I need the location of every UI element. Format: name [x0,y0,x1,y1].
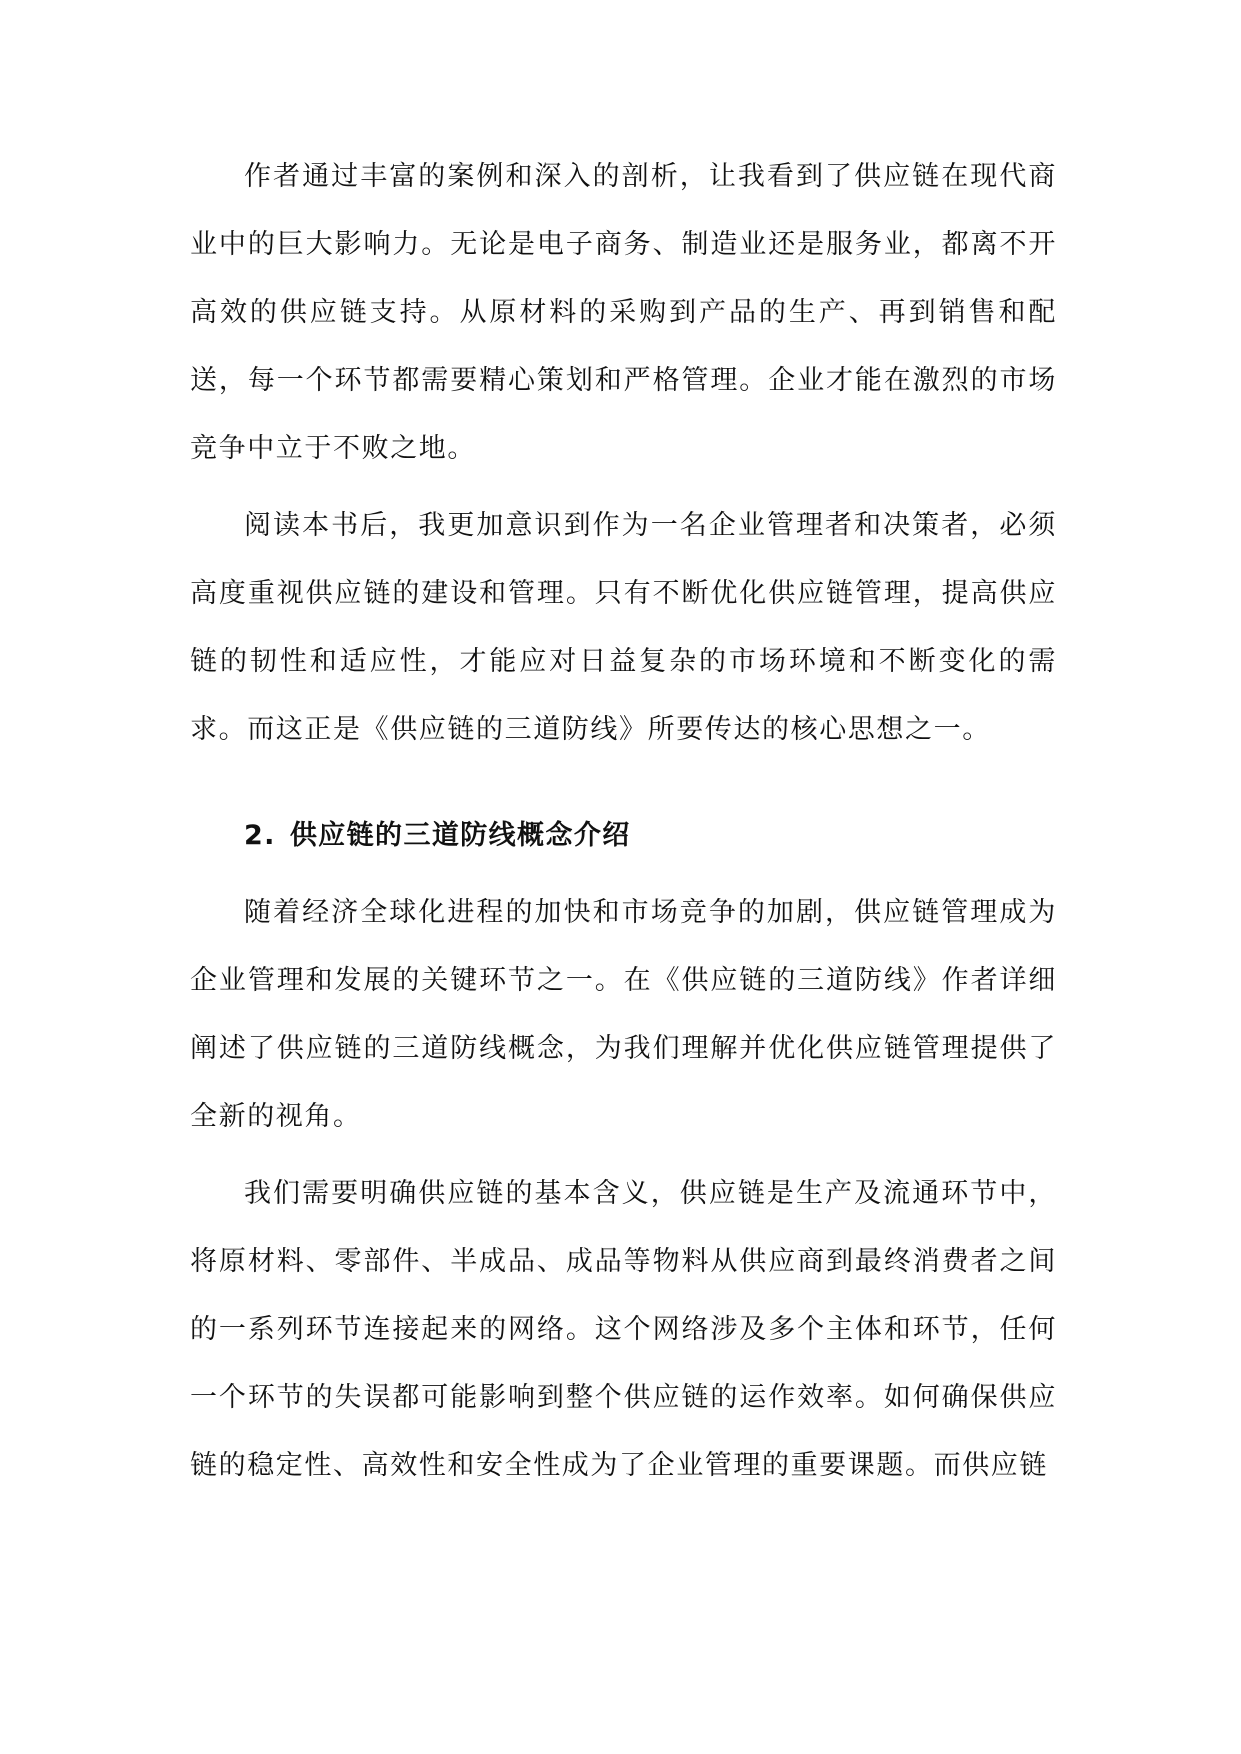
document-page [190,143,1057,1509]
paragraph-globalization: 随着经济全球化进程的加快和市场竞争的加剧，供应链管理成为企业管理和发展的关键环节之一。在《供应链的三道防线》作者详细阐述了供应链的三道防线概念，为我们理解并优化供应链管理提供了全新的视角。 [190,897,1057,1132]
section-title: 供应链的三道防线概念介绍 [289,820,631,851]
paragraph-case-studies: 作者通过丰富的案例和深入的剖析，让我看到了供应链在现代商业中的巨大影响力。无论是电子商务、制造业还是服务业，都离不开高效的供应链支持。从原材料的采购到产品的生产、再到销售和配送，每一个环节都需要精心策划和严格管理。企业才能在激烈的市场竞争中立于不败之地。 [190,161,1057,464]
paragraph-reading-reflection: 阅读本书后，我更加意识到作为一名企业管理者和决策者，必须高度重视供应链的建设和管理。只有不断优化供应链管理，提高供应链的韧性和适应性，才能应对日益复杂的市场环境和不断变化的需求。而这正是《供应链的三道防线》所要传达的核心思想之一。 [190,510,1057,745]
paragraph-supply-chain-definition: 我们需要明确供应链的基本含义，供应链是生产及流通环节中，将原材料、零部件、半成品、成品等物料从供应商到最终消费者之间的一系列环节连接起来的网络。这个网络涉及多个主体和环节，任何一个环节的失误都可能影响到整个供应链的运作效率。如何确保供应链的稳定性、高效性和安全性成为了企业管理的重要课题。而供应链 [190,1178,1057,1481]
section-heading [244,802,1057,870]
section-number: 2. [244,820,276,851]
